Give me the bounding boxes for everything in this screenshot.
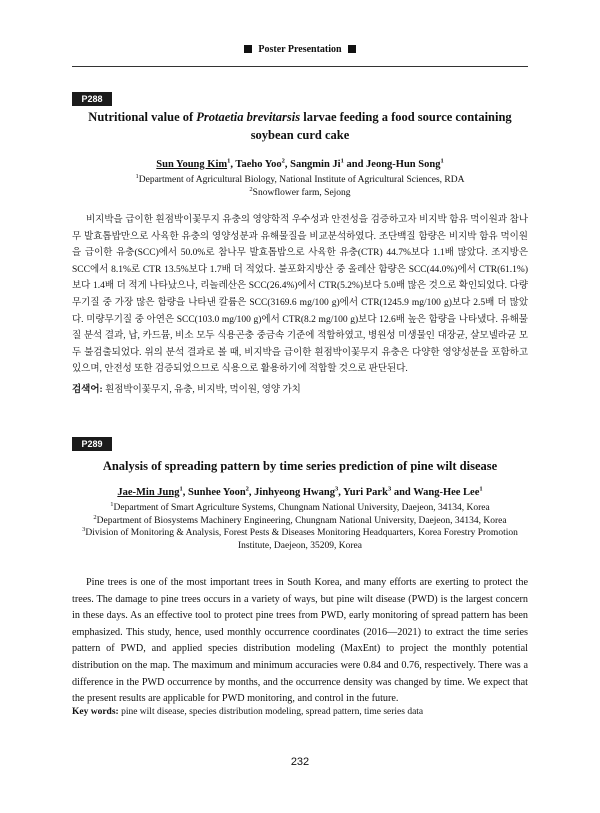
author-separator: and — [343, 159, 367, 170]
title-species: Protaetia brevitarsis — [196, 110, 301, 124]
keywords-text: pine wilt disease, species distribution modeling, spread pattern, time series data — [121, 707, 424, 717]
author-affiliation-marker: 1 — [179, 485, 183, 493]
abstract-body: 비지박을 급이한 흰점박이꽃무지 유충의 영양학적 우수성과 안전성을 검증하고자 비지박 함유 먹이원과 참나무 발효톱밥만으로 사육한 유충의 영양성분과 유해물질을 비교분석하였다. 조단백질 함량은 비지박 함유 먹이원을 급이한 유충(SCC)에서 50.0%로 참나무 발효톱밥으로 사육한 유충(CTR) 44.7%보다 1.1배 많았다. 조지방은 SCC에서 8.1%로 CTR 13.5%보다 1.7배 더 적었다. 불포화지방산 중 올레산 함량은 SCC(44.0%)에서 CTR(61.1%)보다 1.4배 더 적게 나타났으나, 리놀레산은 SCC(26.4%)에서 CTR(5.2%)보다 5.0배 많은 것으로 확인되었다. 다량무기질 중 가장 많은 함량을 나타낸 칼륨은 SCC(3169.6 mg/100 g)에서 CTR(1245.9 mg/100 g)보다 2.5배 더 많았다. 미량무기질 중 아연은 SCC(103.0 mg/100 g)에서 CTR(8.2 mg/100 g)보다 12.6배 높은 함량을 나타냈다. 유해물질 분석 결과, 납, 카드뮴, 비소 모두 식용곤충 중금속 기준에 적합하였고, 병원성 미생물인 대장균, 살모넬라균 모두 불검출되었다. 위의 분석 결과로 볼 때, 비지박을 급이한 흰점박이꽃무지 유충은 다양한 영양성분을 포함하고 있으며, 안전성 또한 검증되었으므로 식용으로 활용하기에 적합할 것으로 판단된다. — [72, 215, 528, 375]
square-bullet-icon — [348, 45, 356, 53]
author-list — [72, 158, 528, 172]
affiliation-marker: 2 — [249, 185, 253, 193]
running-head — [0, 44, 600, 55]
affiliation-text: Department of Smart Agriculture Systems, Chungnam National University, Daejeon, 34134, Korea — [113, 503, 490, 513]
author-affiliation-marker: 2 — [281, 157, 285, 165]
author-name: Jinhyeong Hwang — [254, 487, 335, 498]
affiliation-line — [72, 502, 528, 515]
abstract-title: Analysis of spreading pattern by time series prediction of pine wilt disease — [102, 459, 498, 473]
keywords-text: 흰점박이꽃무지, 유충, 비지박, 먹이원, 영양 가치 — [105, 385, 301, 395]
affiliation-marker: 3 — [82, 525, 86, 533]
author-name: Yuri Park — [343, 487, 388, 498]
keywords-label: Key words: — [72, 707, 119, 717]
running-head-text: Poster Presentation — [258, 44, 342, 55]
author-separator: , — [248, 487, 255, 498]
affiliation-marker: 2 — [93, 513, 97, 521]
author-name: Taeho Yoo — [235, 159, 282, 170]
affiliation-text: Department of Biosystems Machinery Engineering, Chungnam National University, Daejeon, 34134, Korea — [96, 515, 507, 526]
square-bullet-icon — [244, 45, 252, 53]
author-separator: and — [391, 487, 414, 498]
page-number: 232 — [290, 756, 310, 768]
keywords-line — [72, 705, 528, 719]
affiliation-list — [72, 174, 528, 199]
author-name: Jae-Min Jung — [117, 487, 180, 498]
affiliation-text: Department of Agricultural Biology, National Institute of Agricultural Sciences, RDA — [138, 175, 465, 185]
title-part: larvae feeding a food source containing soybean curd cake — [250, 110, 512, 142]
header-divider — [72, 66, 528, 67]
author-name: Wang-Hee Lee — [413, 487, 480, 498]
author-affiliation-marker: 2 — [245, 485, 249, 493]
abstract-body: Pine trees is one of the most important trees in South Korea, and many efforts are exerting to protect the trees. The damage to pine trees occurs in a variety of ways, but pine wilt disease (PWD) is the largest concern in these days. As an effective tool to protect pine trees from PWD, early monitoring of spread pattern has been emphasized. This study, hence, used monthly occurrence coordinates (2016―2021) to extract the time series pattern of PWD, and applied species distribution modeling (MaxEnt) to project the monthly potential distribution on the map. The maximum and minimum accuracies were 0.84 and 0.76, respectively. There was a difference in the PWD occurrence by months, and the occurrence density was changed by time. We expect that the present results are applicable for PWD monitoring, and control in the future. — [72, 577, 528, 705]
author-affiliation-marker: 3 — [334, 485, 339, 493]
author-affiliation-marker: 1 — [479, 485, 483, 493]
author-list — [72, 486, 528, 500]
author-separator: , — [284, 159, 291, 170]
affiliation-line — [72, 174, 528, 187]
author-separator: , — [182, 487, 188, 498]
author-name: Sangmin Ji — [290, 159, 341, 170]
keywords-label: 검색어: — [72, 385, 103, 395]
author-name: Sun Young Kim — [156, 159, 228, 170]
affiliation-line — [72, 527, 528, 552]
author-separator: , — [338, 487, 344, 498]
author-affiliation-marker: 1 — [340, 157, 344, 165]
abstract-title — [72, 108, 528, 144]
affiliation-text: Snowflower farm, Sejong — [252, 187, 351, 198]
author-affiliation-marker: 1 — [440, 157, 444, 165]
affiliation-text: Division of Monitoring & Analysis, Forest Pests & Diseases Monitoring Headquarters, Korea Forestry Promotion Institute, Daejeon, 35209, Korea — [85, 528, 518, 551]
author-name: Sunhee Yoon — [187, 487, 246, 498]
title-part: Nutritional value of — [88, 110, 197, 124]
author-name: Jeong-Hun Song — [366, 159, 441, 170]
affiliation-line — [72, 515, 528, 528]
author-affiliation-marker: 3 — [387, 485, 392, 493]
keywords-line — [72, 383, 528, 397]
affiliation-line — [72, 187, 528, 200]
abstract-label: P288 — [72, 92, 112, 106]
affiliation-marker: 1 — [110, 500, 114, 508]
affiliation-marker: 1 — [135, 172, 139, 180]
affiliation-list — [72, 502, 528, 552]
abstract-label: P289 — [72, 437, 112, 451]
author-affiliation-marker: 1 — [227, 157, 231, 165]
author-separator: , — [230, 159, 236, 170]
